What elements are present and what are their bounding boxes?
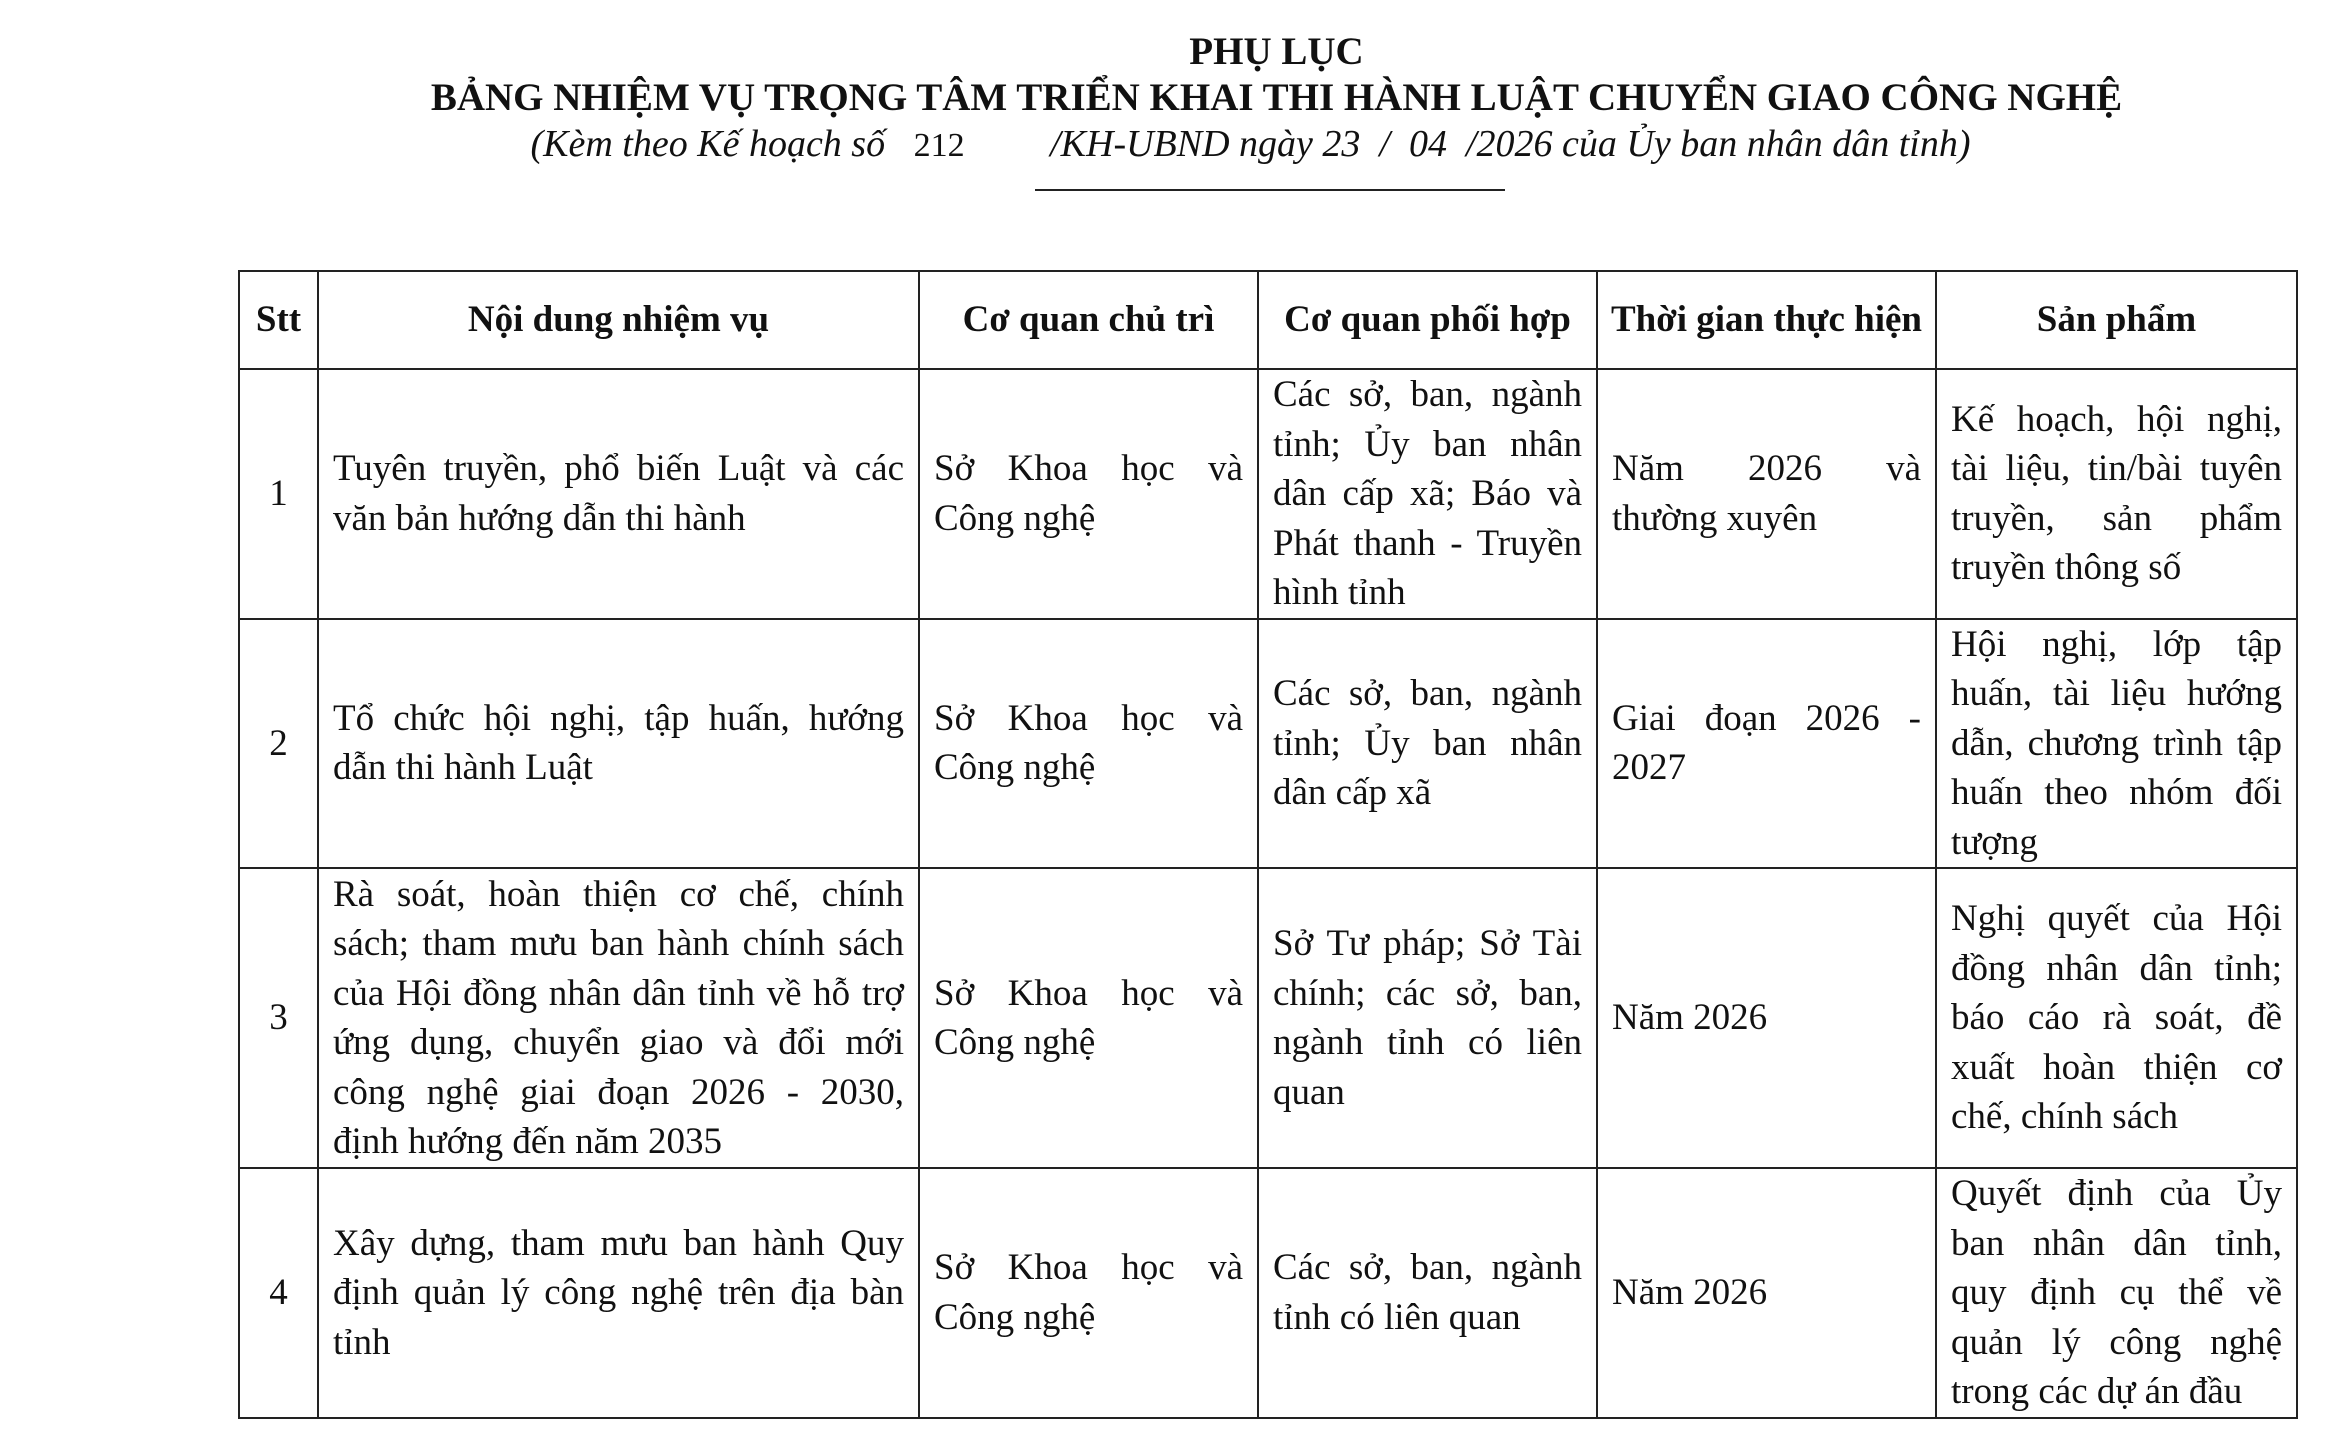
row-product: Hội nghị, lớp tập huấn, tài liệu hướng dẫn, chương trình tập huấn theo nhóm đối tượng [1936,619,2297,869]
row-time: Năm 2026 [1597,1168,1936,1418]
header-coop-agency: Cơ quan phối hợp [1258,271,1597,369]
table-row [239,619,2297,869]
row-time: Năm 2026 và thường xuyên [1597,369,1936,619]
row-coop-agency: Các sở, ban, ngành tỉnh có liên quan [1258,1168,1597,1418]
header-product: Sản phẩm [1936,271,2297,369]
row-stt: 2 [239,619,318,869]
row-product: Nghị quyết của Hội đồng nhân dân tỉnh; báo cáo rà soát, đề xuất hoàn thiện cơ chế, chính sách [1936,868,2297,1168]
plan-number: 212 [913,127,965,164]
row-lead-agency: Sở Khoa học và Công nghệ [919,619,1258,869]
table-row [239,1168,2297,1418]
row-coop-agency: Các sở, ban, ngành tỉnh; Ủy ban nhân dân cấp xã; Báo và Phát thanh - Truyền hình tỉnh [1258,369,1597,619]
appendix-title: PHỤ LỤC [1189,30,1364,73]
appendix-subtitle: BẢNG NHIỆM VỤ TRỌNG TÂM TRIỂN KHAI THI HÀNH LUẬT CHUYỂN GIAO CÔNG NGHỆ [430,76,2123,119]
attachment-suffix: /2026 của Ủy ban nhân dân tỉnh) [1465,123,1971,165]
row-time: Giai đoạn 2026 - 2027 [1597,619,1936,869]
row-stt: 3 [239,868,318,1168]
row-content: Xây dựng, tham mưu ban hành Quy định quản lý công nghệ trên địa bàn tỉnh [318,1168,919,1418]
header-lead-agency: Cơ quan chủ trì [919,271,1258,369]
row-product: Quyết định của Ủy ban nhân dân tỉnh, quy định cụ thể về quản lý công nghệ trong các dự án đầu [1936,1168,2297,1418]
attachment-prefix: (Kèm theo Kế hoạch số [530,123,886,165]
row-stt: 4 [239,1168,318,1418]
attachment-middle: /KH-UBND ngày 23 [1050,123,1361,165]
row-time: Năm 2026 [1597,868,1936,1168]
row-content: Tổ chức hội nghị, tập huấn, hướng dẫn thi hành Luật [318,619,919,869]
header-time: Thời gian thực hiện [1597,271,1936,369]
row-product: Kế hoạch, hội nghị, tài liệu, tin/bài tuyên truyền, sản phẩm truyền thông số [1936,369,2297,619]
attachment-note: (Kèm theo Kế hoạch số 212 /KH-UBND ngày 23 / 04 /2026 của Ủy ban nhân dân tỉnh) [530,123,1971,165]
table-row [239,868,2297,1168]
header-content: Nội dung nhiệm vụ [318,271,919,369]
plan-month: 04 [1408,123,1447,165]
title-underline [1035,189,1505,191]
row-lead-agency: Sở Khoa học và Công nghệ [919,868,1258,1168]
row-coop-agency: Sở Tư pháp; Sở Tài chính; các sở, ban, ngành tỉnh có liên quan [1258,868,1597,1168]
row-content: Tuyên truyền, phổ biến Luật và các văn bản hướng dẫn thi hành [318,369,919,619]
table-row [239,369,2297,619]
row-lead-agency: Sở Khoa học và Công nghệ [919,369,1258,619]
row-lead-agency: Sở Khoa học và Công nghệ [919,1168,1258,1418]
task-table [238,270,2298,1419]
row-coop-agency: Các sở, ban, ngành tỉnh; Ủy ban nhân dân cấp xã [1258,619,1597,869]
header-stt: Stt [239,271,318,369]
row-stt: 1 [239,369,318,619]
row-content: Rà soát, hoàn thiện cơ chế, chính sách; tham mưu ban hành chính sách của Hội đồng nhân dân tỉnh về hỗ trợ ứng dụng, chuyển giao và đổi mới công nghệ giai đoạn 2026 - 2030, định hướng đến năm 2035 [318,868,919,1168]
table-header-row [239,271,2297,369]
